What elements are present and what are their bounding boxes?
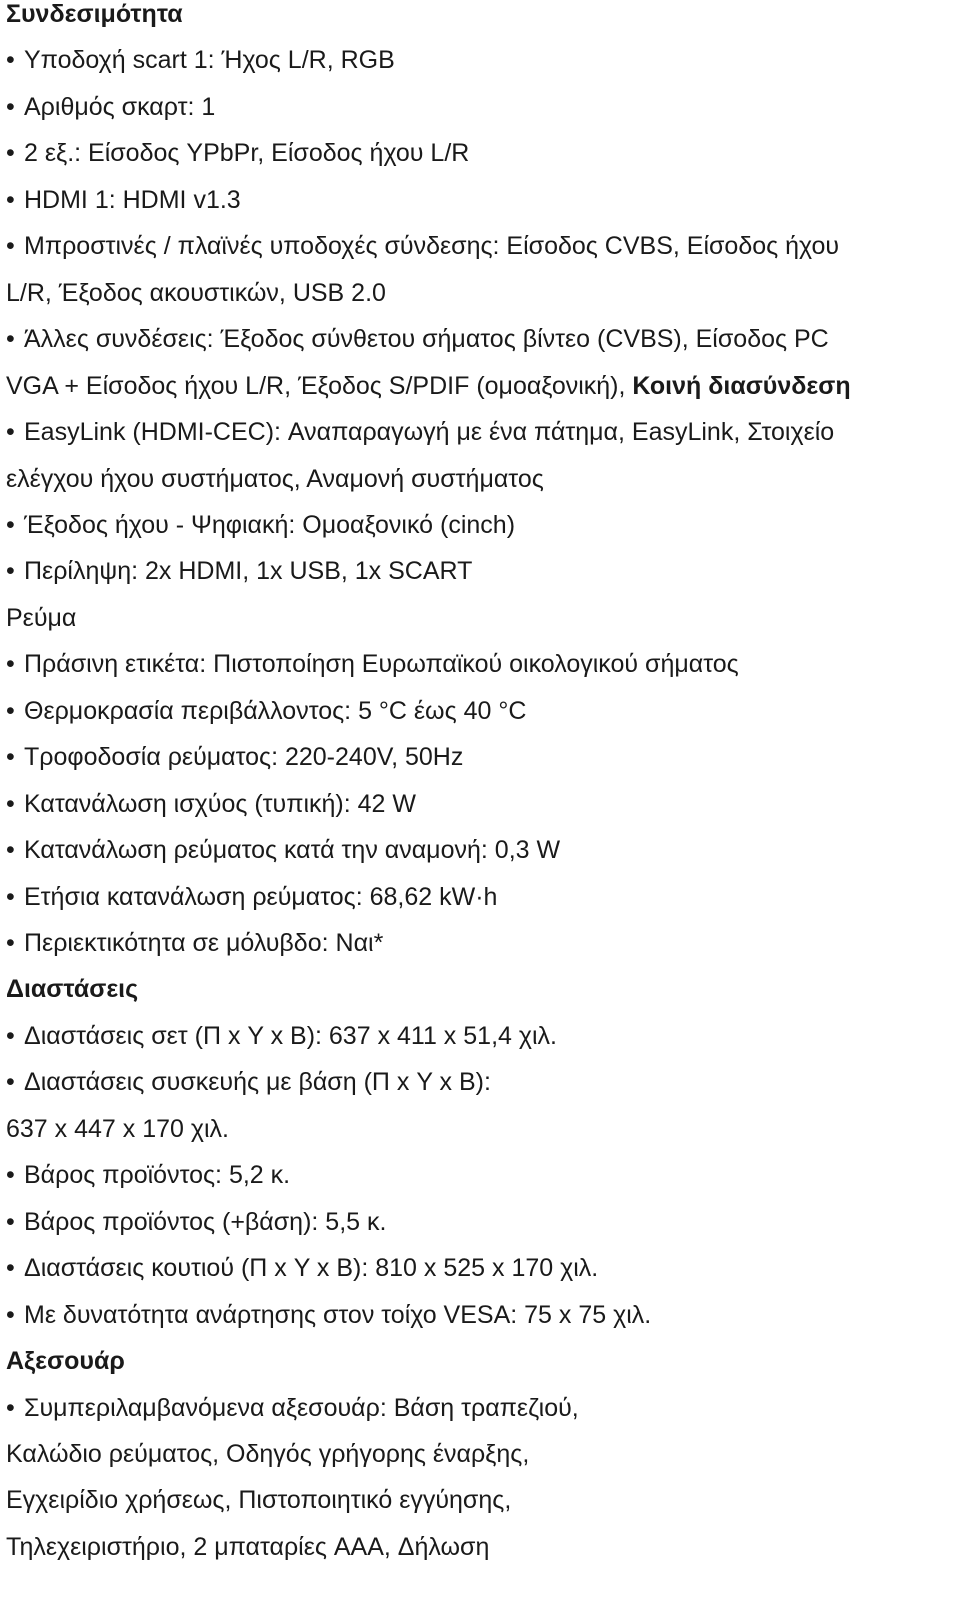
bullet-icon: • (6, 232, 15, 261)
section-heading (6, 972, 138, 1006)
line-text: Καλώδιο ρεύματος, Οδηγός γρήγορης έναρξης, (6, 1439, 530, 1468)
line-text: Εγχειρίδιο χρήσεως, Πιστοποιητικό εγγύησης, (6, 1486, 512, 1515)
bullet-icon: • (6, 92, 15, 121)
bullet-item (6, 43, 395, 77)
line-text: Πράσινη ετικέτα: Πιστοποίηση Ευρωπαϊκού οικολογικού σήματος (24, 650, 739, 679)
bullet-item (6, 740, 463, 774)
line-text: Τροφοδοσία ρεύματος: 220-240V, 50Hz (24, 743, 464, 772)
bullet-item (6, 90, 215, 124)
section-heading (6, 0, 183, 31)
bullet-icon: • (6, 882, 15, 911)
text-line (6, 276, 386, 310)
line-text: L/R, Έξοδος ακουστικών, USB 2.0 (6, 278, 386, 307)
line-text: Ετήσια κατανάλωση ρεύματος: 68,62 kW·h (24, 882, 498, 911)
bullet-icon: • (6, 185, 15, 214)
line-text: Ρεύμα (6, 603, 77, 632)
line-text: Με δυνατότητα ανάρτησης στον τοίχο VESA: 75 x 75 χιλ. (24, 1300, 652, 1329)
line-text: Τηλεχειριστήριο, 2 μπαταρίες AAA, Δήλωση (6, 1532, 490, 1561)
line-text: Βάρος προϊόντος: 5,2 κ. (24, 1161, 291, 1190)
line-text: Διαστάσεις σετ (Π x Υ x Β): 637 x 411 x 51,4 χιλ. (24, 1021, 557, 1050)
line-text: Μπροστινές / πλαϊνές υποδοχές σύνδεσης: Είσοδος CVBS, Είσοδος ήχου (24, 232, 840, 261)
line-text: ελέγχου ήχου συστήματος, Αναμονή συστήματος (6, 464, 544, 493)
bullet-icon: • (6, 743, 15, 772)
bullet-icon: • (6, 929, 15, 957)
bullet-item (6, 183, 241, 217)
bullet-item (6, 1205, 386, 1239)
line-text: 637 x 447 x 170 χιλ. (6, 1114, 229, 1143)
line-text: Υποδοχή scart 1: Ήχος L/R, RGB (24, 46, 395, 75)
bullet-item (6, 787, 416, 821)
text-line (6, 462, 544, 496)
bullet-icon: • (6, 650, 15, 679)
line-text: Θερμοκρασία περιβάλλοντος: 5 °C έως 40 °C (24, 696, 527, 725)
bullet-icon: • (6, 696, 15, 725)
bullet-icon: • (6, 418, 15, 447)
line-text: Διαστάσεις (6, 975, 139, 1004)
bullet-item (6, 1019, 557, 1053)
line-text: Κατανάλωση ρεύματος κατά την αναμονή: 0,3 W (24, 836, 561, 865)
line-text: Αξεσουάρ (6, 1347, 125, 1376)
bullet-item (6, 1251, 598, 1285)
text-line (6, 369, 851, 403)
line-text: Περίληψη: 2x HDMI, 1x USB, 1x SCART (24, 557, 473, 586)
line-text: Περιεκτικότητα σε μόλυβδο: Ναι* (24, 929, 384, 957)
bullet-item (6, 694, 526, 728)
line-text: Συμπεριλαμβανόμενα αξεσουάρ: Βάση τραπεζιού, (24, 1393, 579, 1422)
line-text: 2 εξ.: Είσοδος YPbPr, Είσοδος ήχου L/R (24, 139, 470, 168)
bullet-icon: • (6, 46, 15, 75)
line-text: Διαστάσεις συσκευής με βάση (Π x Υ x Β): (24, 1068, 491, 1097)
bullet-item (6, 926, 383, 960)
bullet-item (6, 1065, 491, 1099)
bullet-icon: • (6, 325, 15, 354)
bullet-item (6, 833, 560, 867)
bullet-icon: • (6, 139, 15, 168)
bullet-item (6, 229, 839, 263)
line-text: Έξοδος ήχου - Ψηφιακή: Ομοαξονικό (cinch) (24, 510, 516, 539)
bullet-item (6, 880, 497, 914)
bullet-item (6, 415, 834, 449)
line-text: EasyLink (HDMI-CEC): Αναπαραγωγή με ένα πάτημα, EasyLink, Στοιχείο (24, 418, 835, 447)
bullet-item (6, 1391, 579, 1425)
line-text: VGA + Είσοδος ήχου L/R, Έξοδος S/PDIF (ομοαξονική), (6, 371, 633, 400)
bullet-icon: • (6, 1254, 15, 1283)
bullet-icon: • (6, 1161, 15, 1190)
text-line (6, 1530, 489, 1564)
bullet-item (6, 322, 829, 356)
bullet-icon: • (6, 1393, 15, 1422)
bullet-item (6, 136, 469, 170)
line-text: HDMI 1: HDMI v1.3 (24, 185, 241, 214)
line-text: Συνδεσιμότητα (6, 0, 183, 28)
bullet-item (6, 1298, 651, 1332)
bullet-item (6, 647, 739, 681)
bullet-icon: • (6, 1207, 15, 1236)
bullet-icon: • (6, 1300, 15, 1329)
text-line (6, 1437, 529, 1471)
line-text: Διαστάσεις κουτιού (Π x Υ x Β): 810 x 525 x 170 χιλ. (24, 1254, 599, 1283)
text-line (6, 1483, 511, 1517)
line-text: Βάρος προϊόντος (+βάση): 5,5 κ. (24, 1207, 387, 1236)
line-text: Άλλες συνδέσεις: Έξοδος σύνθετου σήματος βίντεο (CVBS), Είσοδος PC (24, 325, 829, 354)
bullet-item (6, 554, 472, 588)
text-line (6, 1112, 229, 1146)
section-heading (6, 1344, 125, 1378)
bullet-icon: • (6, 1021, 15, 1050)
bullet-icon: • (6, 789, 15, 818)
line-text: Κατανάλωση ισχύος (τυπική): 42 W (24, 789, 416, 818)
bullet-item (6, 508, 515, 542)
bullet-icon: • (6, 836, 15, 865)
bullet-icon: • (6, 557, 15, 586)
bullet-icon: • (6, 510, 15, 539)
bullet-item (6, 1158, 290, 1192)
text-line (6, 601, 76, 635)
line-text: Αριθμός σκαρτ: 1 (24, 92, 216, 121)
bullet-icon: • (6, 1068, 15, 1097)
bold-heading-inline: Κοινή διασύνδεση (632, 371, 851, 400)
